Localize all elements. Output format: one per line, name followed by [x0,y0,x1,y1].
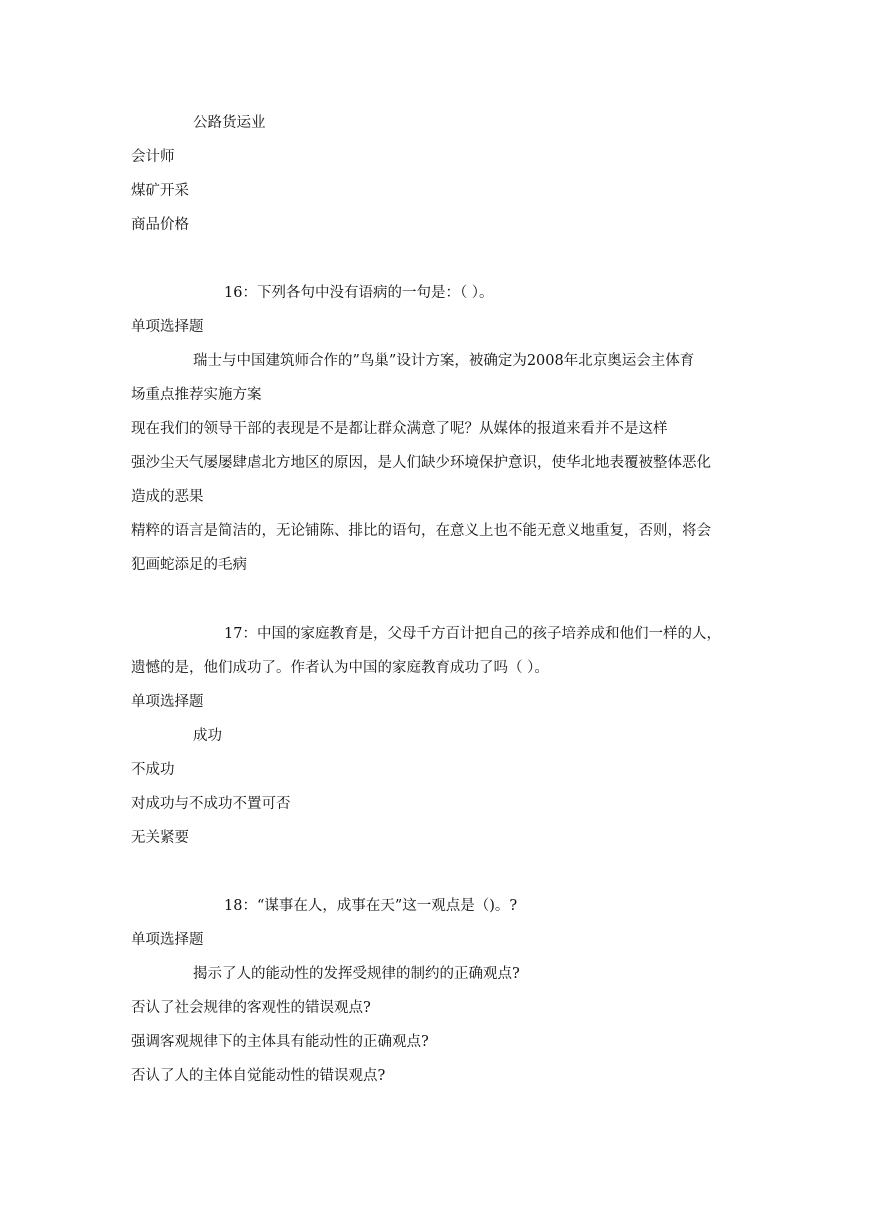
q16-option-b: 现在我们的领导干部的表现是不是都让群众满意了呢？从媒体的报道来看并不是这样 [131,421,668,437]
q16-type: 单项选择题 [131,319,204,335]
q17-stem-line1: 17：中国的家庭教育是，父母千方百计把自己的孩子培养成和他们一样的人， [224,626,721,642]
q17-option-b: 不成功 [131,762,175,778]
q16-option-c-line1: 强沙尘天气屡屡肆虐北方地区的原因，是人们缺少环境保护意识，使华北地表覆被整体恶化 [131,455,711,471]
q15-option-d: 商品价格 [131,217,189,233]
q15-option-b: 会计师 [131,149,175,165]
q16-option-d-line1: 精粹的语言是简洁的，无论铺陈、排比的语句，在意义上也不能无意义地重复，否则，将会 [131,523,711,539]
q17-type: 单项选择题 [131,694,204,710]
q17-option-a: 成功 [193,728,222,744]
q16-option-c-line2: 造成的恶果 [131,489,204,505]
q18-type: 单项选择题 [131,932,204,948]
q16-option-a-line2: 场重点推荐实施方案 [131,387,262,403]
q18-option-c: 强调客观规律下的主体具有能动性的正确观点? [131,1034,429,1050]
q16-stem: 16：下列各句中没有语病的一句是：（ ）。 [224,285,494,301]
q15-option-c: 煤矿开采 [131,183,189,199]
q15-option-a: 公路货运业 [193,115,266,131]
q17-option-c: 对成功与不成功不置可否 [131,796,291,812]
q18-option-d: 否认了人的主体自觉能动性的错误观点? [131,1068,386,1084]
q18-option-a: 揭示了人的能动性的发挥受规律的制约的正确观点? [193,966,520,982]
q17-stem-line2: 遗憾的是，他们成功了。作者认为中国的家庭教育成功了吗（ ）。 [131,660,549,676]
q16-option-d-line2: 犯画蛇添足的毛病 [131,557,247,573]
q18-stem: 18：“谋事在人，成事在天”这一观点是（)。? [224,898,518,914]
q18-option-b: 否认了社会规律的客观性的错误观点? [131,1000,371,1016]
q16-option-a-line1: 瑞士与中国建筑师合作的”鸟巢”设计方案，被确定为2008年北京奥运会主体育 [193,353,695,369]
q17-option-d: 无关紧要 [131,830,189,846]
